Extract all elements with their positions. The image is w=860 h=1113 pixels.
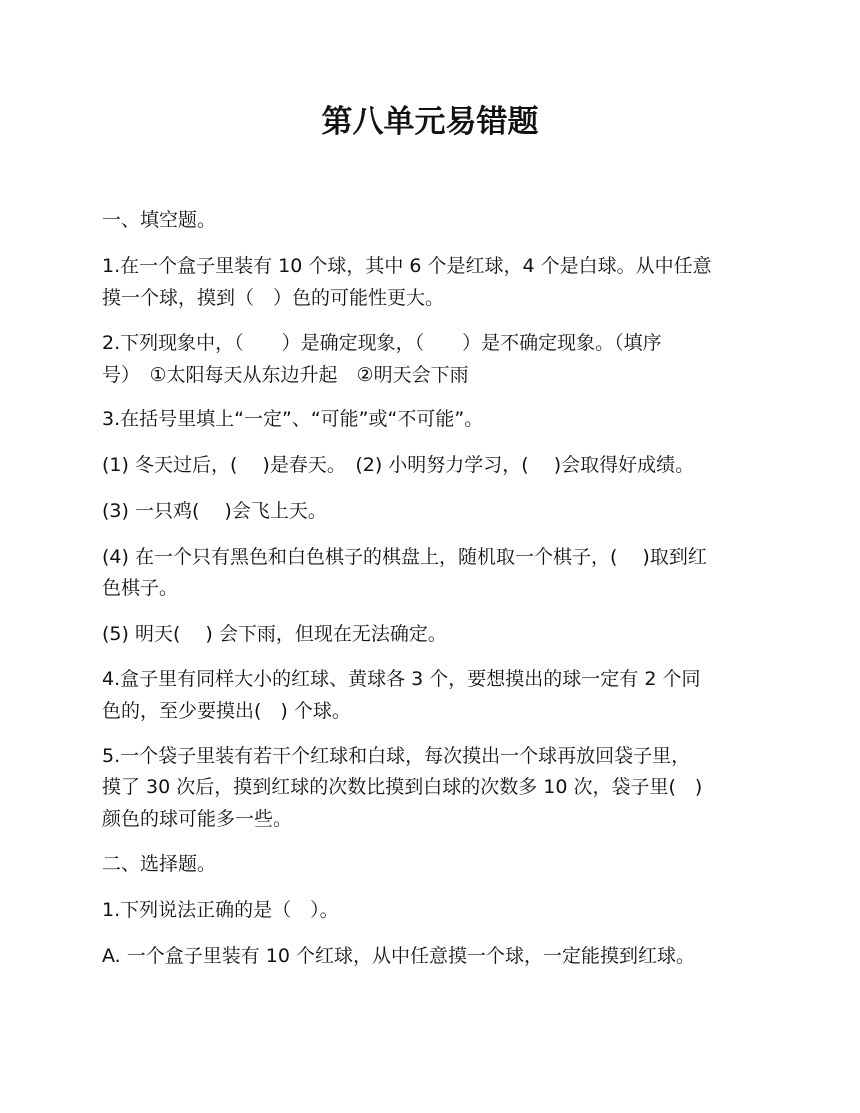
question-3-item-3: (3) 一只鸡( )会飞上天。 xyxy=(102,500,327,522)
choice-option-a: A. 一个盒子里装有 10 个红球，从中任意摸一个球，一定能摸到红球。 xyxy=(102,945,696,967)
question-5-line-1: 5.一个袋子里装有若干个红球和白球，每次摸出一个球再放回袋子里， xyxy=(102,745,691,767)
question-2-line-2: 号） ①太阳每天从东边升起 ②明天会下雨 xyxy=(102,364,469,386)
question-5-line-2: 摸了 30 次后，摸到红球的次数比摸到白球的次数多 10 次，袋子里( ) xyxy=(102,776,703,798)
section-heading-choice: 二、选择题。 xyxy=(102,853,217,875)
choice-question-1: 1.下列说法正确的是（ ）。 xyxy=(102,899,339,921)
question-3-item-4-line-1: (4) 在一个只有黑色和白色棋子的棋盘上，随机取一个棋子，( )取到红 xyxy=(102,546,707,568)
section-heading-fill-blank: 一、填空题。 xyxy=(102,209,217,231)
question-3-item-5: (5) 明天( ) 会下雨，但现在无法确定。 xyxy=(102,623,447,645)
question-3-instruction: 3.在括号里填上“一定”、“可能”或“不可能”。 xyxy=(102,408,484,430)
question-3-item-4-line-2: 色棋子。 xyxy=(102,577,179,599)
question-1-line-1: 1.在一个盒子里装有 10 个球，其中 6 个是红球，4 个是白球。从中任意 xyxy=(102,255,712,277)
page-title: 第八单元易错题 xyxy=(321,104,539,140)
question-5-line-3: 颜色的球可能多一些。 xyxy=(102,808,293,830)
question-3-items-1-2: (1) 冬天过后，( )是春天。 (2) 小明努力学习，( )会取得好成绩。 xyxy=(102,454,695,476)
question-1-line-2: 摸一个球，摸到（ ）色的可能性更大。 xyxy=(102,287,445,309)
question-4-line-1: 4.盒子里有同样大小的红球、黄球各 3 个，要想摸出的球一定有 2 个同 xyxy=(102,668,701,690)
question-2-line-1: 2.下列现象中，（ ）是确定现象，（ ）是不确定现象。（填序 xyxy=(102,332,662,354)
question-4-line-2: 色的，至少要摸出( ) 个球。 xyxy=(102,700,351,722)
